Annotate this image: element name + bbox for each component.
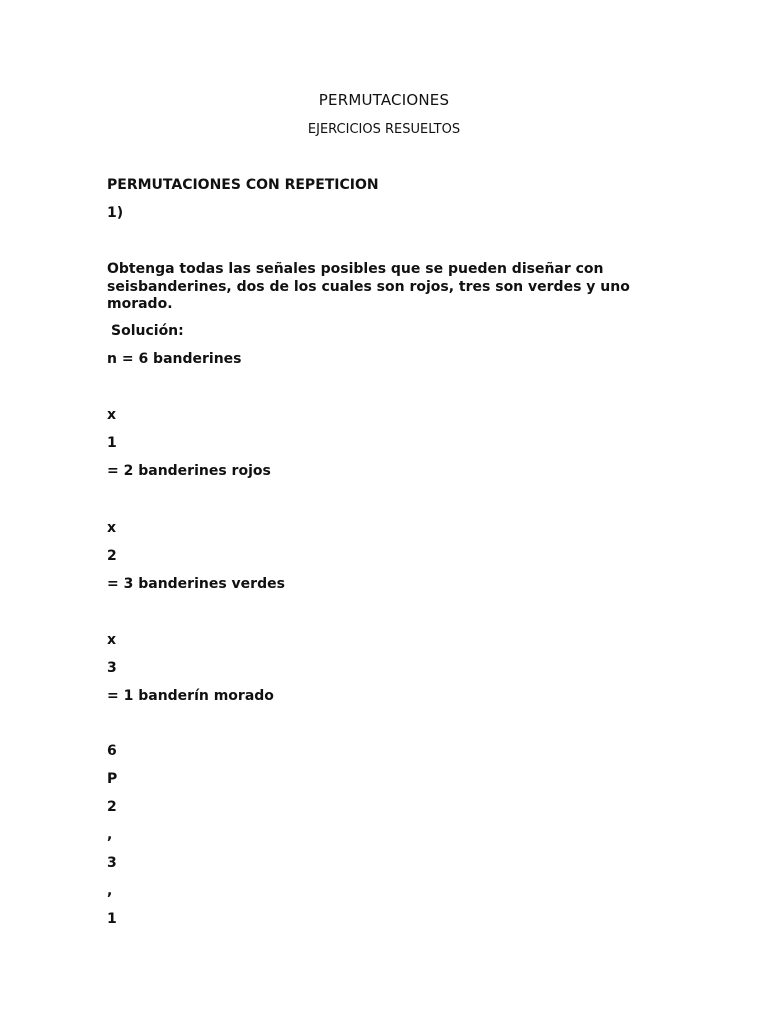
text-line: = 2 banderines rojos	[107, 463, 271, 479]
text-line: x	[107, 520, 117, 536]
text-line: x	[107, 632, 117, 648]
text-line: = 3 banderines verdes	[107, 576, 285, 592]
text-line: 3	[107, 855, 117, 871]
problem-statement: Obtenga todas las señales posibles que se pueden diseñar con seisbanderines, dos de los cuales son rojos, tres son verdes y uno morado.	[107, 261, 630, 312]
text-line: P	[107, 771, 118, 787]
text-line: x	[107, 407, 117, 423]
text-line: = 1 banderín morado	[107, 688, 274, 704]
text-line: 2	[107, 548, 117, 564]
text-line: 1	[107, 435, 117, 451]
text-line: ,	[107, 827, 113, 843]
text-line: n = 6 banderines	[107, 351, 242, 367]
solution-label: Solución:	[111, 323, 184, 339]
text-line: 6	[107, 743, 117, 759]
text-line: 3	[107, 660, 117, 676]
text-line: ,	[107, 883, 113, 899]
document-title: PERMUTACIONES	[318, 91, 450, 109]
exercise-number: 1)	[107, 205, 124, 221]
section-heading: PERMUTACIONES CON REPETICION	[107, 177, 379, 193]
text-line: 1	[107, 911, 117, 927]
text-line: 2	[107, 799, 117, 815]
document-subtitle: EJERCICIOS RESUELTOS	[307, 122, 461, 137]
